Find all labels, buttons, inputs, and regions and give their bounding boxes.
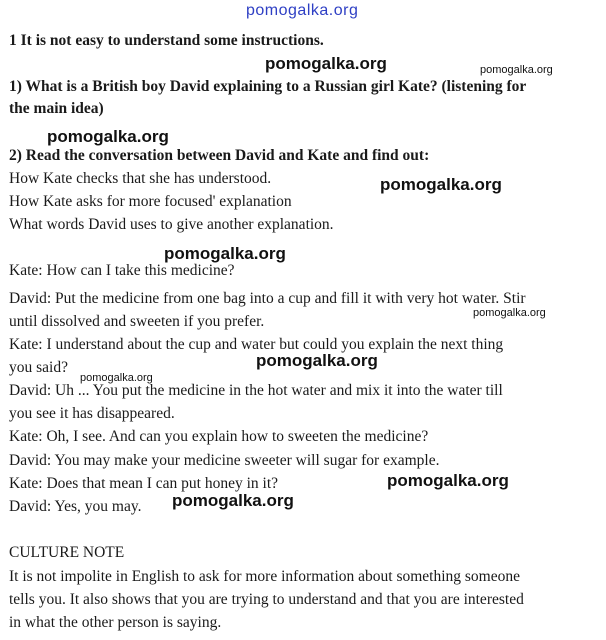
culture-note-line: tells you. It also shows that you are trying to understand and that you are interested bbox=[9, 591, 524, 608]
dialogue-line: David: Uh ... You put the medicine in the hot water and mix it into the water till bbox=[9, 382, 503, 399]
task-1-line-1: 1) What is a British boy David explaining to a Russian girl Kate? (listening for bbox=[9, 78, 527, 95]
exercise-heading: 1 It is not easy to understand some instructions. bbox=[9, 32, 324, 49]
watermark: pomogalka.org bbox=[473, 307, 546, 319]
watermark: pomogalka.org bbox=[164, 244, 286, 263]
watermark: pomogalka.org bbox=[256, 351, 378, 370]
watermark: pomogalka.org bbox=[265, 54, 387, 73]
dialogue-line: David: You may make your medicine sweeter will sugar for example. bbox=[9, 452, 440, 469]
dialogue-line: Kate: Oh, I see. And can you explain how to sweeten the medicine? bbox=[9, 428, 429, 445]
dialogue-line: Kate: How can I take this medicine? bbox=[9, 262, 235, 279]
dialogue-line: David: Put the medicine from one bag into a cup and fill it with very hot water. Stir bbox=[9, 290, 526, 307]
task-1-line-2: the main idea) bbox=[9, 100, 104, 117]
dialogue-line: you said? bbox=[9, 359, 68, 376]
watermark: pomogalka.org bbox=[387, 471, 509, 490]
culture-note-title: CULTURE NOTE bbox=[9, 544, 125, 561]
dialogue-line: Kate: Does that mean I can put honey in it? bbox=[9, 475, 279, 492]
task-bullet-2: How Kate asks for more focused' explanation bbox=[9, 193, 292, 210]
watermark: pomogalka.org bbox=[380, 175, 502, 194]
dialogue-line: you see it has disappeared. bbox=[9, 405, 175, 422]
watermark: pomogalka.org bbox=[47, 127, 169, 146]
watermark: pomogalka.org bbox=[172, 491, 294, 510]
task-2-heading: 2) Read the conversation between David and Kate and find out: bbox=[9, 147, 430, 164]
dialogue-line: David: Yes, you may. bbox=[9, 498, 142, 515]
task-bullet-1: How Kate checks that she has understood. bbox=[9, 170, 272, 187]
watermark: pomogalka.org bbox=[80, 372, 153, 384]
dialogue-line: Kate: I understand about the cup and water but could you explain the next thing bbox=[9, 336, 504, 353]
page-header-watermark: pomogalka.org bbox=[246, 2, 359, 19]
culture-note-line: It is not impolite in English to ask for more information about something someone bbox=[9, 568, 521, 585]
dialogue-line: until dissolved and sweeten if you prefer. bbox=[9, 313, 265, 330]
task-bullet-3: What words David uses to give another explanation. bbox=[9, 216, 334, 233]
culture-note-line: in what the other person is saying. bbox=[9, 614, 222, 631]
watermark: pomogalka.org bbox=[480, 64, 553, 76]
